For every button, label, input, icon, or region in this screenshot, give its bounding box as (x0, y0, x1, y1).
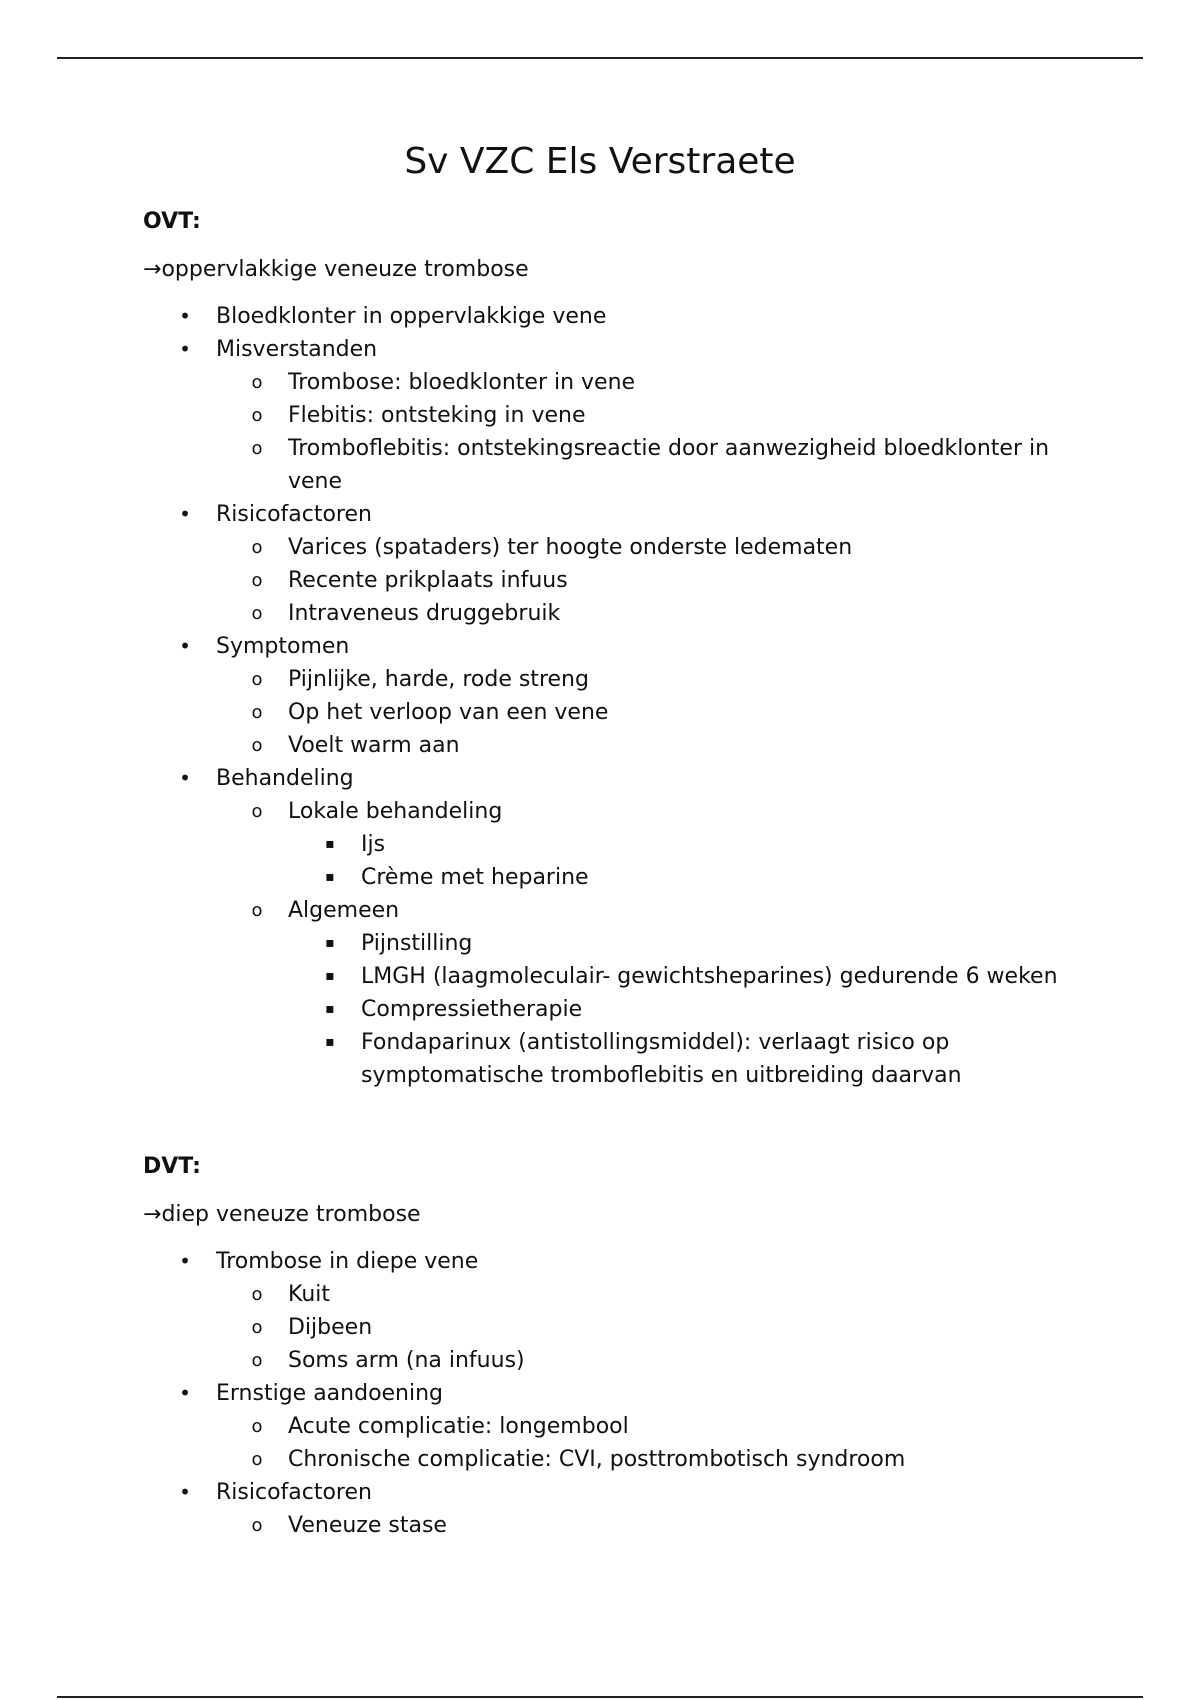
list-item (143, 1245, 1093, 1278)
arrow-icon: → (143, 1202, 162, 1227)
list-item-text: Ernstige aandoening (216, 1381, 444, 1406)
list-item-text: Compressietherapie (361, 997, 583, 1022)
footer-rule (57, 1696, 1143, 1698)
list-item (143, 663, 1093, 696)
list-item-text: Risicofactoren (216, 502, 372, 527)
list-item-text: Op het verloop van een vene (288, 700, 609, 725)
bullet-square-icon: ▪ (325, 836, 335, 852)
list-item (143, 696, 1093, 729)
list-item (143, 333, 1093, 366)
document-title: Sv VZC Els Verstraete (404, 141, 796, 182)
ovt-heading: OVT: (143, 209, 201, 234)
list-item-text: Algemeen (288, 898, 400, 923)
bullet-circle-icon: o (251, 438, 263, 459)
bullet-circle-icon: o (251, 1317, 263, 1338)
bullet-circle-icon: o (251, 1416, 263, 1437)
list-item-text: Chronische complicatie: CVI, posttrombotisch syndroom (288, 1447, 906, 1472)
list-item (143, 1410, 1093, 1443)
list-item-text: Behandeling (216, 766, 354, 791)
list-item (143, 1026, 1093, 1092)
dvt-heading: DVT: (143, 1154, 201, 1179)
list-item-text: Misverstanden (216, 337, 378, 362)
bullet-circle-icon: o (251, 1515, 263, 1536)
header-rule (57, 57, 1143, 59)
list-item-text: LMGH (laagmoleculair- gewichtsheparines) gedurende 6 weken (361, 964, 1058, 989)
bullet-circle-icon: o (251, 372, 263, 393)
list-item-text: Dijbeen (288, 1315, 373, 1340)
dvt-definition-line (143, 1200, 1093, 1230)
ovt-definition: oppervlakkige veneuze trombose (161, 257, 529, 282)
bullet-circle-icon: o (251, 570, 263, 591)
list-item (143, 1278, 1093, 1311)
list-item-text: Acute complicatie: longembool (288, 1414, 629, 1439)
list-item (143, 498, 1093, 531)
arrow-icon: → (143, 257, 162, 282)
bullet-square-icon: ▪ (325, 1001, 335, 1017)
bullet-square-icon: ▪ (325, 968, 335, 984)
bullet-circle-icon: o (251, 1449, 263, 1470)
list-item (143, 300, 1093, 333)
list-item (143, 366, 1093, 399)
list-item (143, 927, 1093, 960)
list-item (143, 1377, 1093, 1410)
list-item (143, 1311, 1093, 1344)
ovt-list (143, 300, 1093, 1092)
list-item-text: Trombose in diepe vene (216, 1249, 479, 1274)
bullet-square-icon: ▪ (325, 1034, 335, 1050)
bullet-square-icon: ▪ (325, 935, 335, 951)
list-item-text: Voelt warm aan (288, 733, 460, 758)
list-item (143, 960, 1093, 993)
list-item-text: Bloedklonter in oppervlakkige vene (216, 304, 607, 329)
list-item (143, 861, 1093, 894)
list-item (143, 597, 1093, 630)
list-item (143, 729, 1093, 762)
list-item (143, 1344, 1093, 1377)
list-item-text: Tromboflebitis: ontstekingsreactie door aanwezigheid bloedklonter in vene (288, 436, 1050, 494)
bullet-circle-icon: o (251, 702, 263, 723)
bullet-circle-icon: o (251, 537, 263, 558)
list-item (143, 1443, 1093, 1476)
list-item (143, 1476, 1093, 1509)
bullet-square-icon: ▪ (325, 869, 335, 885)
bullet-circle-icon: o (251, 669, 263, 690)
bullet-dot-icon: • (179, 766, 191, 790)
ovt-definition-line (143, 255, 1093, 285)
list-item (143, 993, 1093, 1026)
list-item-text: Ijs (361, 832, 386, 857)
list-item (143, 762, 1093, 795)
list-item (143, 828, 1093, 861)
list-item (143, 531, 1093, 564)
dvt-section (143, 1152, 1093, 1542)
list-item-text: Veneuze stase (288, 1513, 447, 1538)
ovt-section (143, 207, 1093, 1092)
bullet-circle-icon: o (251, 603, 263, 624)
bullet-dot-icon: • (179, 304, 191, 328)
bullet-dot-icon: • (179, 1480, 191, 1504)
list-item-text: Symptomen (216, 634, 350, 659)
list-item (143, 894, 1093, 927)
dvt-list (143, 1245, 1093, 1542)
bullet-circle-icon: o (251, 1350, 263, 1371)
bullet-circle-icon: o (251, 405, 263, 426)
list-item (143, 630, 1093, 663)
bullet-circle-icon: o (251, 801, 263, 822)
bullet-circle-icon: o (251, 900, 263, 921)
list-item-text: Varices (spataders) ter hoogte onderste ledematen (288, 535, 853, 560)
list-item-text: Pijnlijke, harde, rode streng (288, 667, 589, 692)
list-item-text: Trombose: bloedklonter in vene (288, 370, 636, 395)
list-item-text: Pijnstilling (361, 931, 473, 956)
list-item-text: Soms arm (na infuus) (288, 1348, 525, 1373)
list-item-text: Recente prikplaats infuus (288, 568, 568, 593)
bullet-circle-icon: o (251, 735, 263, 756)
list-item-text: Kuit (288, 1282, 331, 1307)
list-item-text: Risicofactoren (216, 1480, 372, 1505)
bullet-dot-icon: • (179, 1381, 191, 1405)
bullet-circle-icon: o (251, 1284, 263, 1305)
bullet-dot-icon: • (179, 634, 191, 658)
bullet-dot-icon: • (179, 502, 191, 526)
list-item-text: Intraveneus druggebruik (288, 601, 561, 626)
list-item (143, 564, 1093, 597)
list-item-text: Crème met heparine (361, 865, 589, 890)
list-item-text: Lokale behandeling (288, 799, 503, 824)
list-item-text: Fondaparinux (antistollingsmiddel): verlaagt risico op symptomatische tromboflebitis en uitbreiding daarvan (361, 1030, 962, 1088)
bullet-dot-icon: • (179, 337, 191, 361)
list-item (143, 795, 1093, 828)
list-item (143, 432, 1093, 498)
list-item (143, 399, 1093, 432)
list-item-text: Flebitis: ontsteking in vene (288, 403, 586, 428)
dvt-definition: diep veneuze trombose (161, 1202, 421, 1227)
list-item (143, 1509, 1093, 1542)
bullet-dot-icon: • (179, 1249, 191, 1273)
